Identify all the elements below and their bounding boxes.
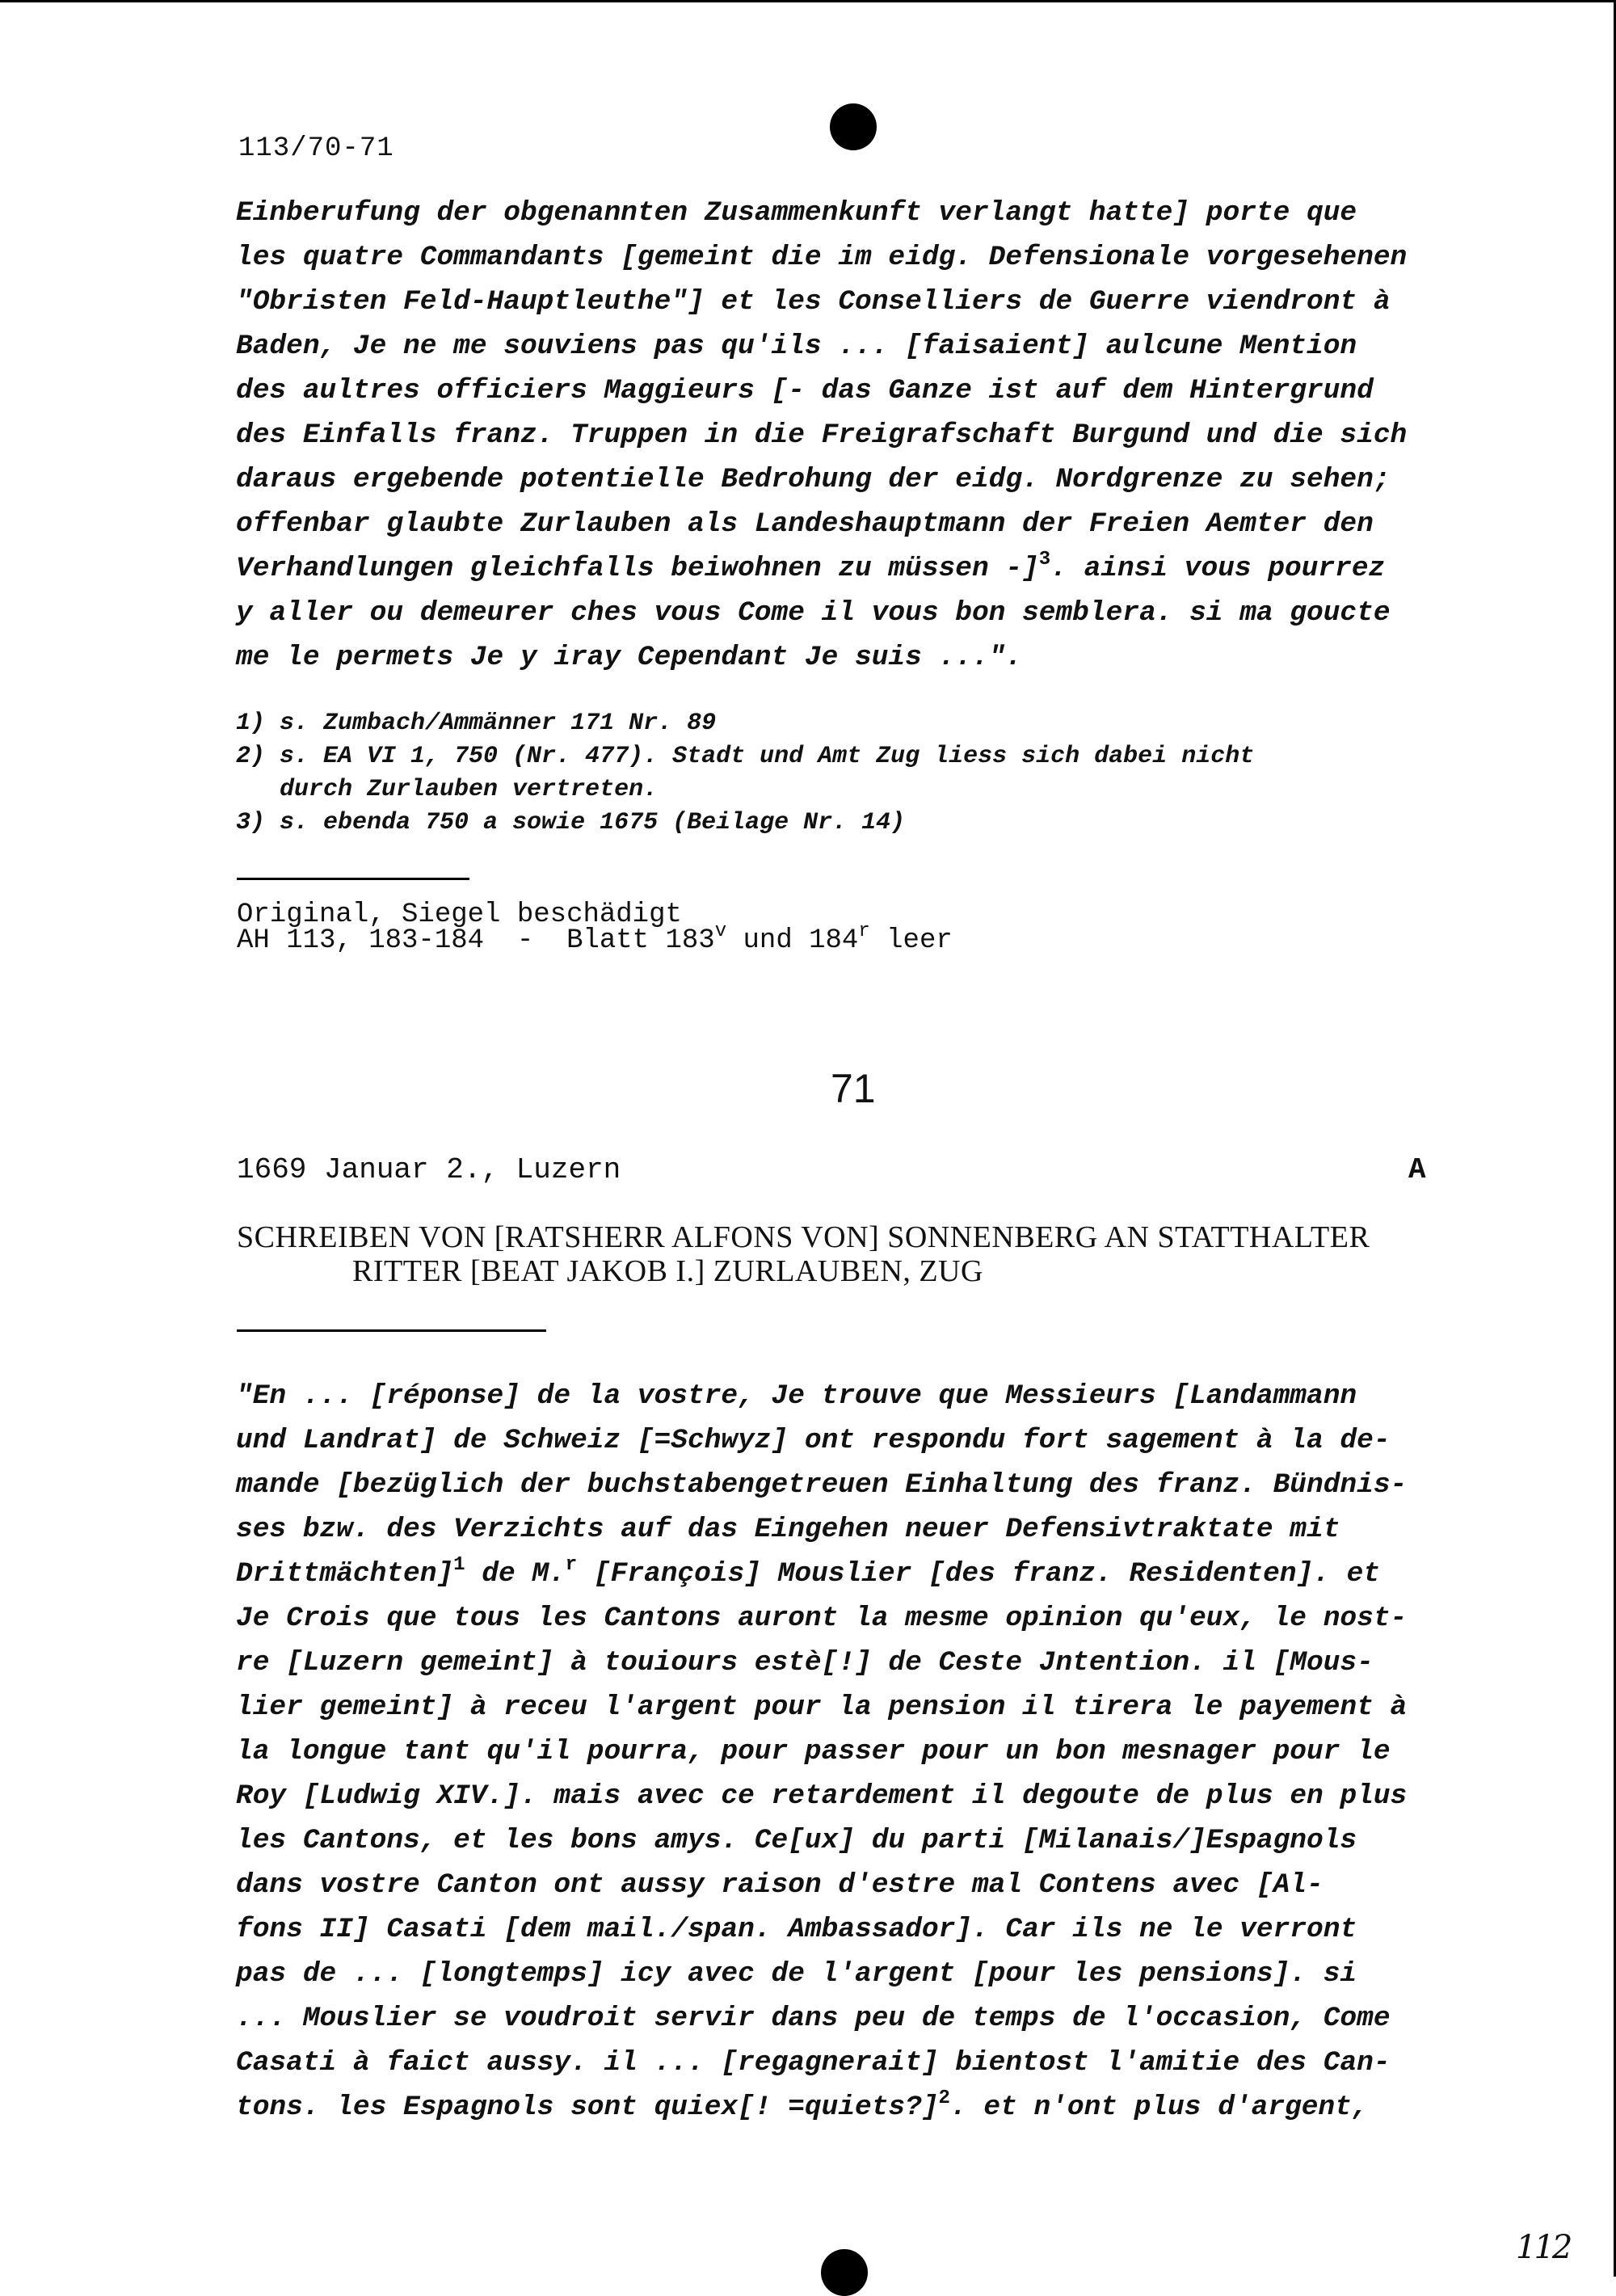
- text-segment: ]. mais avec ce retardement il degoute de plus en plus: [503, 1780, 1408, 1812]
- source-line: [237, 921, 953, 956]
- punch-hole-bottom: [821, 2249, 868, 2296]
- text-line: und Landrat] de Schweiz [=Schwyz] ont respondu fort sagement à la de-: [236, 1425, 1391, 1456]
- letter-text: [236, 1374, 1496, 2130]
- person-name: Ludwig XIV.: [319, 1780, 504, 1812]
- text-line: y aller ou demeurer ches vous Come il vous bon semblera. si ma goucte: [236, 597, 1391, 629]
- text-line: offenbar glaubte Zurlauben als Landeshauptmann der Freien Aemter den: [236, 508, 1374, 540]
- text-line: lier gemeint] à receu l'argent pour la pension il tirera le payement à: [236, 1691, 1408, 1723]
- footnote: durch Zurlauben vertreten.: [236, 776, 659, 803]
- heading-line: SCHREIBEN VON [RATSHERR ALFONS VON] SONNENBERG AN STATTHALTER: [237, 1220, 1370, 1254]
- text-segment: und 184: [726, 925, 859, 956]
- page-reference: 113/70-71: [238, 133, 394, 164]
- text-segment: . ainsi vous pourrez: [1050, 553, 1386, 584]
- text-line: Je Crois que tous les Cantons auront la mesme opinion qu'eux, le nost-: [236, 1603, 1408, 1634]
- text-line: [236, 1552, 1496, 1596]
- text-segment: [François]: [577, 1558, 778, 1590]
- text-line: les Cantons, et les bons amys. Ce[ux] du parti [Milanais/]Espagnols: [236, 1825, 1357, 1856]
- text-line: Casati à faict aussy. il ... [regagnerait] bientost l'amitie des Can-: [236, 2047, 1391, 2079]
- paragraph-continuation: [236, 191, 1496, 680]
- text-line: me le permets Je y iray Cependant Je suis ...".: [236, 642, 1023, 673]
- text-line: [236, 546, 1496, 591]
- text-line: Einberufung der obgenannten Zusammenkunft verlangt hatte] porte que: [236, 197, 1357, 229]
- text-line: dans vostre Canton ont aussy raison d'estre mal Contens avec [Al-: [236, 1869, 1324, 1901]
- punch-hole-top: [830, 103, 877, 150]
- section-divider: [237, 878, 469, 880]
- text-line: des aultres officiers Maggieurs [- das Ganze ist auf dem Hintergrund: [236, 375, 1374, 407]
- text-segment: Verhandlungen gleichfalls beiwohnen zu müssen -]: [236, 553, 1039, 584]
- text-line: "En ... [réponse] de la vostre, Je trouve que Messieurs [Landammann: [236, 1380, 1357, 1412]
- heading-line: RITTER [BEAT JAKOB I.] ZURLAUBEN, ZUG: [352, 1254, 983, 1288]
- text-line: "Obristen Feld-Hauptleuthe"] et les Conselliers de Guerre viendront à: [236, 286, 1391, 318]
- text-segment: Drittmächten]: [236, 1558, 454, 1590]
- section-divider: [237, 1329, 546, 1332]
- document-heading: [237, 1220, 1370, 1288]
- text-line: des Einfalls franz. Truppen in die Freigrafschaft Burgund und die sich: [236, 419, 1408, 451]
- superscript: r: [858, 921, 870, 942]
- person-name: Mouslier: [777, 1558, 912, 1590]
- text-line: mande [bezüglich der buchstabengetreuen Einhaltung des franz. Bündnis-: [236, 1469, 1408, 1501]
- text-line: Baden, Je ne me souviens pas qu'ils ... [faisaient] aulcune Mention: [236, 331, 1357, 362]
- footnote: 2) s. EA VI 1, 750 (Nr. 477). Stadt und Amt Zug liess sich dabei nicht: [236, 743, 1255, 770]
- text-segment: [dem mail./span. Ambassador]. Car ils ne le verront: [486, 1914, 1357, 1945]
- text-line: [236, 2085, 1496, 2130]
- footnote-ref: 3: [1038, 549, 1051, 571]
- footnote: 3) s. ebenda 750 a sowie 1675 (Beilage Nr. 14): [236, 809, 906, 836]
- text-segment: AH 113, 183-184 - Blatt 183: [237, 925, 715, 956]
- text-line: la longue tant qu'il pourra, pour passer pour un bon mesnager pour le: [236, 1736, 1391, 1767]
- text-line: re [Luzern gemeint] à touiours estè[!] de Ceste Jntention. il [Mous-: [236, 1647, 1374, 1679]
- date-place: 1669 Januar 2., Luzern: [237, 1153, 621, 1186]
- text-segment: tons. les Espagnols sont quiex[! =quiets?]: [236, 2092, 939, 2123]
- document-number: 71: [831, 1066, 876, 1111]
- text-segment: de M.: [465, 1558, 566, 1590]
- superscript: r: [565, 1554, 578, 1576]
- text-line: ... Mouslier se voudroit servir dans peu de temps de l'occasion, Come: [236, 2003, 1391, 2034]
- footnote-ref: 2: [938, 2087, 950, 2109]
- source-line: Original, Siegel beschädigt: [237, 899, 682, 930]
- footnotes: [236, 707, 1254, 840]
- footnote: 1) s. Zumbach/Ammänner 171 Nr. 89: [236, 710, 717, 737]
- handwritten-folio-number: 112: [1516, 2229, 1571, 2266]
- text-segment: leer: [869, 925, 953, 956]
- text-line: pas de ... [longtemps] icy avec de l'argent [pour les pensions]. si: [236, 1958, 1357, 1990]
- type-marker: A: [1408, 1153, 1426, 1186]
- superscript: v: [714, 921, 727, 942]
- source-note: [237, 899, 953, 956]
- text-line: les quatre Commandants [gemeint die im eidg. Defensionale vorgesehenen: [236, 242, 1408, 273]
- text-line: ses bzw. des Verzichts auf das Eingehen neuer Defensivtraktate mit: [236, 1514, 1340, 1545]
- text-line: [236, 1774, 1496, 1818]
- footnote-ref: 1: [453, 1554, 465, 1576]
- text-segment: fons II]: [236, 1914, 387, 1945]
- text-line: [236, 1907, 1496, 1952]
- text-segment: [des franz. Residenten]. et: [911, 1558, 1380, 1590]
- person-name: Casati: [386, 1914, 487, 1945]
- text-line: daraus ergebende potentielle Bedrohung der eidg. Nordgrenze zu sehen;: [236, 464, 1391, 495]
- text-segment: Roy [: [236, 1780, 320, 1812]
- text-segment: . et n'ont plus d'argent,: [949, 2092, 1369, 2123]
